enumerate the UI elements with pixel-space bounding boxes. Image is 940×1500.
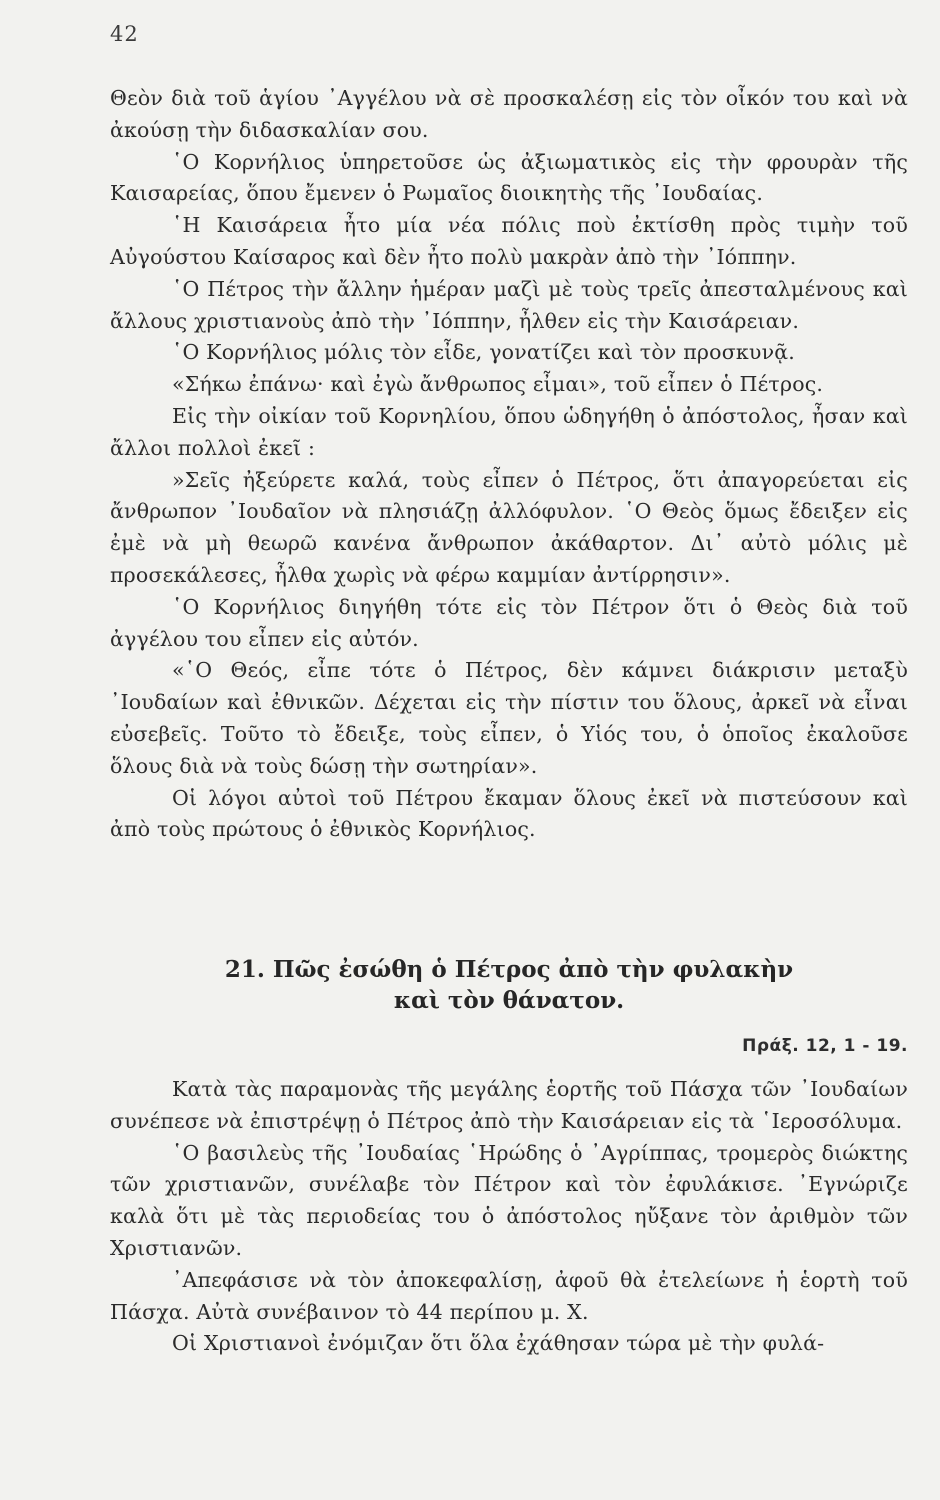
paragraph: ῾Ο Κορνήλιος μόλις τὸν εἶδε, γονατίζει καὶ τὸν προσκυνᾷ. — [172, 340, 795, 365]
paragraph: Θεὸν διὰ τοῦ ἁγίου ᾿Αγγέλου νὰ σὲ προσκαλέσῃ εἰς τὸν οἶκόν του καὶ νὰ ἀκούσῃ τὴν διδασκαλίαν σου. — [110, 86, 908, 142]
paragraph: ῾Η Καισάρεια ἦτο μία νέα πόλις ποὺ ἐκτίσθη πρὸς τιμὴν τοῦ Αὐγούστου Καίσαρος καὶ δὲν ἦτο πολὺ μακρὰν ἀπὸ τὴν ᾿Ιόππην. — [110, 213, 908, 269]
paragraph: Οἱ Χριστιανοὶ ἐνόμιζαν ὅτι ὅλα ἐχάθησαν τώρα μὲ τὴν φυλά- — [172, 1331, 825, 1356]
section-heading-line: 21. Πῶς ἐσώθη ὁ Πέτρος ἀπὸ τὴν φυλακὴν — [224, 956, 794, 983]
paragraph: ῾Ο Κορνήλιος διηγήθη τότε εἰς τὸν Πέτρον ὅτι ὁ Θεὸς διὰ τοῦ ἀγγέλου του εἶπεν εἰς αὐτόν. — [110, 594, 908, 651]
page-number: 42 — [110, 22, 139, 46]
paragraph: «Σήκω ἐπάνω· καὶ ἐγὼ ἄνθρωπος εἶμαι», τοῦ εἶπεν ὁ Πέτρος. — [172, 372, 824, 397]
paragraph: Κατὰ τὰς παραμονὰς τῆς μεγάλης ἑορτῆς τοῦ Πάσχα τῶν ᾿Ιουδαίων συνέπεσε νὰ ἐπιστρέψῃ ὁ Πέτρος ἀπὸ τὴν Καισάρειαν εἰς τὰ ῾Ιεροσόλυμα. — [110, 1077, 908, 1133]
section-heading — [110, 954, 908, 1016]
paragraph: Εἰς τὴν οἰκίαν τοῦ Κορνηλίου, ὅπου ὡδηγήθη ὁ ἀπόστολος, ἦσαν καὶ ἄλλοι πολλοὶ ἐκεῖ : — [110, 403, 908, 460]
paragraph: ῾Ο Πέτρος τὴν ἄλλην ἡμέραν μαζὶ μὲ τοὺς τρεῖς ἀπεσταλμένους καὶ ἄλλους χριστιανοὺς ἀπὸ τὴν ᾿Ιόππην, ἦλθεν εἰς τὴν Καισάρειαν. — [110, 276, 908, 333]
scripture-reference: Πράξ. 12, 1 - 19. — [742, 1036, 908, 1056]
body-text-top — [110, 83, 908, 846]
paragraph: Οἱ λόγοι αὐτοὶ τοῦ Πέτρου ἔκαμαν ὅλους ἐκεῖ νὰ πιστεύσουν καὶ ἀπὸ τοὺς πρώτους ὁ ἐθνικὸς Κορνήλιος. — [110, 785, 908, 842]
paragraph: »Σεῖς ἠξεύρετε καλά, τοὺς εἶπεν ὁ Πέτρος, ὅτι ἀπαγορεύεται εἰς ἄνθρωπον ᾿Ιουδαῖον νὰ πλησιάζῃ ἀλλόφυλον. ῾Ο Θεὸς ὅμως ἔδειξεν εἰς ἐμὲ νὰ μὴ θεωρῶ κανένα ἄνθρωπον ἀκάθαρτον. Δι᾿ αὐτὸ μόλις μὲ προσεκάλεσες, ἦλθα χωρὶς νὰ φέρω καμμίαν ἀντίρρησιν». — [110, 467, 908, 587]
section-heading-line: καὶ τὸν θάνατον. — [393, 987, 625, 1014]
body-text-bottom — [110, 1074, 908, 1360]
paragraph: ῾Ο βασιλεὺς τῆς ᾿Ιουδαίας ῾Ηρώδης ὁ ᾿Αγρίππας, τρομερὸς διώκτης τῶν χριστιανῶν, συνέλαβε τὸν Πέτρον καὶ τὸν ἐφυλάκισε. ᾿Εγνώριζε καλὰ ὅτι μὲ τὰς περιοδείας του ὁ ἀπόστολος ηὔξανε τὸν ἀριθμὸν τῶν Χριστιανῶν. — [110, 1140, 908, 1260]
paragraph: ῾Ο Κορνήλιος ὑπηρετοῦσε ὡς ἀξιωματικὸς εἰς τὴν φρουρὰν τῆς Καισαρείας, ὅπου ἔμενεν ὁ Ρωμαῖος διοικητὴς τῆς ᾿Ιουδαίας. — [110, 149, 908, 206]
paragraph: «῾Ο Θεός, εἶπε τότε ὁ Πέτρος, δὲν κάμνει διάκρισιν μεταξὺ ᾿Ιουδαίων καὶ ἐθνικῶν. Δέχεται εἰς τὴν πίστιν του ὅλους, ἀρκεῖ νὰ εἶναι εὐσεβεῖς. Τοῦτο τὸ ἔδειξε, τοὺς εἶπεν, ὁ Υἱός του, ὁ ὁποῖος ἐκαλοῦσε ὅλους διὰ νὰ τοὺς δώσῃ τὴν σωτηρίαν». — [110, 658, 908, 778]
paragraph: ᾿Απεφάσισε νὰ τὸν ἀποκεφαλίσῃ, ἀφοῦ θὰ ἐτελείωνε ἡ ἑορτὴ τοῦ Πάσχα. Αὐτὰ συνέβαινον τὸ 44 περίπου μ. Χ. — [110, 1267, 908, 1324]
